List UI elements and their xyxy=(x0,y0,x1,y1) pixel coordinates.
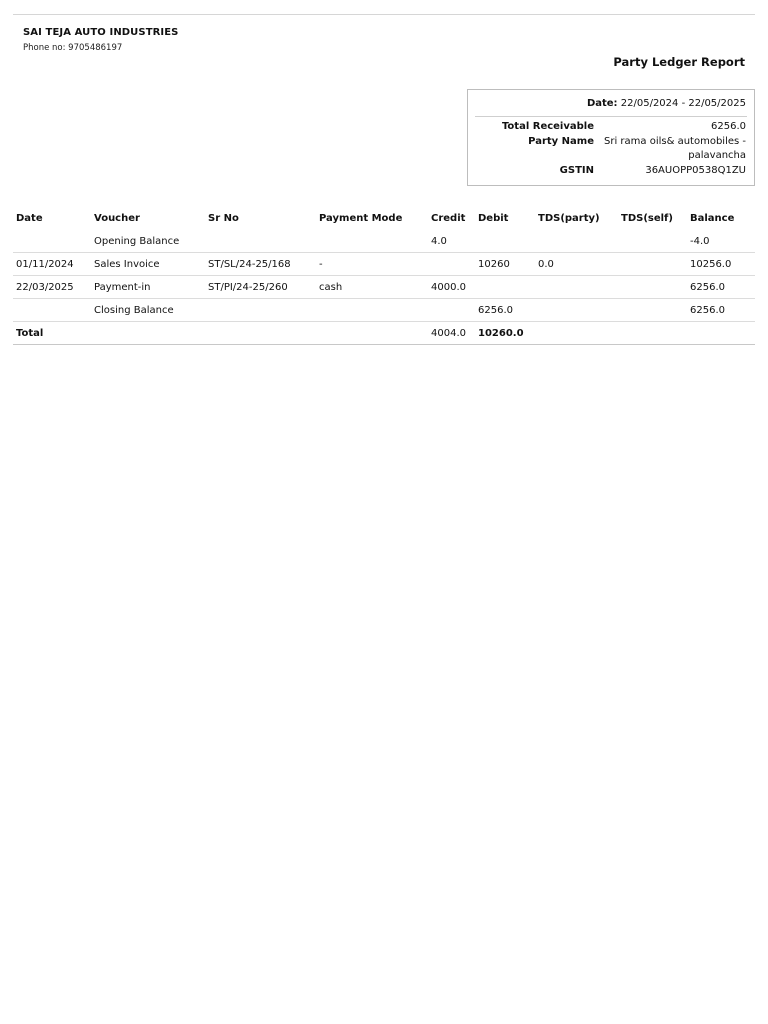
column-header-tds-party: TDS(party) xyxy=(538,213,600,224)
cell-payment-mode xyxy=(316,322,428,345)
cell-debit xyxy=(475,276,535,299)
cell-credit xyxy=(428,299,475,322)
table-header-row xyxy=(13,207,755,230)
cell-sr-no xyxy=(205,322,316,345)
summary-divider xyxy=(475,116,747,117)
total-label: Total xyxy=(13,322,91,345)
summary-box xyxy=(467,89,755,186)
cell-debit: 6256.0 xyxy=(475,299,535,322)
report-date xyxy=(587,98,746,109)
column-header-voucher: Voucher xyxy=(94,213,140,224)
cell-tds-party xyxy=(535,276,618,299)
table-row-total xyxy=(13,322,755,345)
column-header-credit: Credit xyxy=(431,213,466,224)
cell-payment-mode: - xyxy=(316,253,428,276)
cell-credit: 4.0 xyxy=(428,230,475,253)
total-debit: 10260.0 xyxy=(475,322,535,345)
date-label: Date: xyxy=(586,98,618,109)
cell-sr-no: ST/SL/24-25/168 xyxy=(205,253,316,276)
gstin-value: 36AUOPP0538Q1ZU xyxy=(645,164,746,176)
party-name-value: Sri rama oils& automobiles - palavancha xyxy=(604,135,746,161)
cell-tds-self xyxy=(618,230,687,253)
total-receivable-value: 6256.0 xyxy=(711,121,746,132)
date-range: 22/05/2024 - 22/05/2025 xyxy=(620,98,746,109)
cell-date: 22/03/2025 xyxy=(13,276,91,299)
report-title: Party Ledger Report xyxy=(613,55,745,69)
column-header-payment-mode: Payment Mode xyxy=(319,213,403,224)
cell-credit xyxy=(428,253,475,276)
cell-tds-self xyxy=(618,299,687,322)
company-name: SAI TEJA AUTO INDUSTRIES xyxy=(23,27,179,38)
column-header-date: Date xyxy=(16,213,43,224)
cell-payment-mode xyxy=(316,299,428,322)
party-name-label: Party Name xyxy=(528,135,594,147)
cell-date xyxy=(13,299,91,322)
cell-date: 01/11/2024 xyxy=(13,253,91,276)
cell-tds-party xyxy=(535,230,618,253)
column-header-balance: Balance xyxy=(690,213,735,224)
cell-tds-party xyxy=(535,299,618,322)
cell-payment-mode: cash xyxy=(316,276,428,299)
top-divider xyxy=(13,14,755,15)
cell-sr-no xyxy=(205,299,316,322)
cell-balance: 10256.0 xyxy=(687,253,755,276)
cell-balance: -4.0 xyxy=(687,230,755,253)
cell-tds-self xyxy=(618,276,687,299)
cell-voucher: Closing Balance xyxy=(91,299,205,322)
table-row-closing-balance xyxy=(13,299,755,322)
total-receivable-label: Total Receivable xyxy=(501,121,594,132)
cell-payment-mode xyxy=(316,230,428,253)
ledger-table xyxy=(13,207,755,345)
cell-sr-no xyxy=(205,230,316,253)
table-row-opening-balance xyxy=(13,230,755,253)
cell-sr-no: ST/PI/24-25/260 xyxy=(205,276,316,299)
cell-balance: 6256.0 xyxy=(687,299,755,322)
cell-voucher: Sales Invoice xyxy=(91,253,205,276)
cell-balance xyxy=(687,322,755,345)
cell-voucher: Opening Balance xyxy=(91,230,205,253)
table-row-sales-invoice xyxy=(13,253,755,276)
cell-tds-self xyxy=(618,253,687,276)
gstin-label: GSTIN xyxy=(559,164,594,176)
company-phone: Phone no: 9705486197 xyxy=(23,43,123,53)
cell-date xyxy=(13,230,91,253)
cell-voucher: Payment-in xyxy=(91,276,205,299)
cell-credit: 4000.0 xyxy=(428,276,475,299)
cell-tds-party xyxy=(535,322,618,345)
cell-balance: 6256.0 xyxy=(687,276,755,299)
column-header-tds-self: TDS(self) xyxy=(621,213,673,224)
summary-details xyxy=(502,120,746,178)
cell-debit xyxy=(475,230,535,253)
column-header-sr-no: Sr No xyxy=(208,213,239,224)
column-header-debit: Debit xyxy=(478,213,509,224)
total-credit: 4004.0 xyxy=(428,322,475,345)
cell-voucher xyxy=(91,322,205,345)
table-row-payment-in xyxy=(13,276,755,299)
cell-tds-party: 0.0 xyxy=(535,253,618,276)
cell-debit: 10260 xyxy=(475,253,535,276)
cell-tds-self xyxy=(618,322,687,345)
